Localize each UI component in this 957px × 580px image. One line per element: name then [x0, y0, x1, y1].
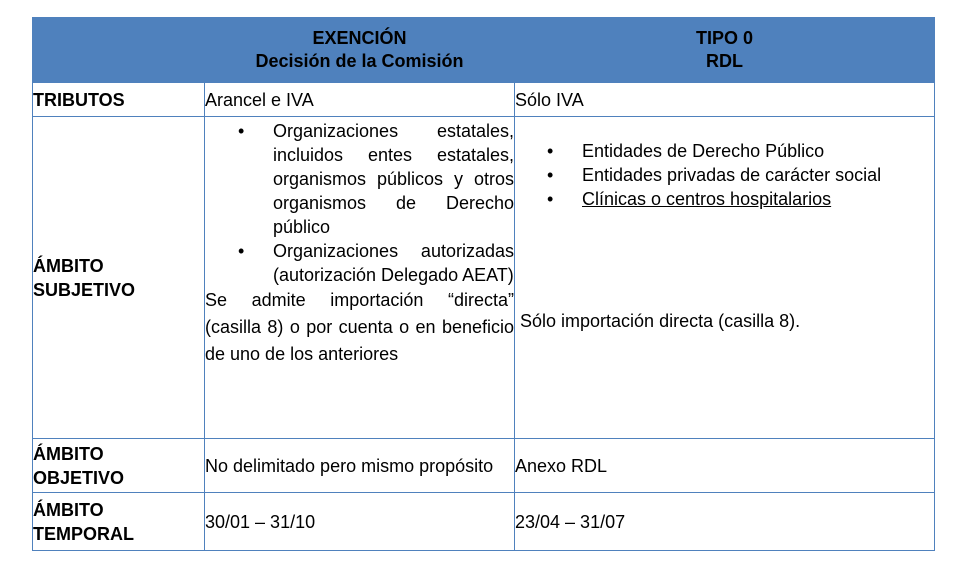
header-empty-cell [33, 18, 205, 83]
row-ambito-temporal-label [33, 493, 205, 551]
list-item: • Entidades privadas de carácter social [515, 163, 934, 187]
ambito-objetivo-label-line1: ÁMBITO [33, 443, 104, 464]
header-exencion-subtitle: Decisión de la Comisión [255, 51, 464, 71]
row-ambito-objetivo-label [33, 439, 205, 493]
list-item: • Entidades de Derecho Público [515, 139, 934, 163]
ambito-temporal-label-line1: ÁMBITO [33, 499, 104, 520]
tipo0-entities-list [515, 139, 934, 211]
row-ambito-objetivo-tipo0: Anexo RDL [515, 439, 935, 493]
ambito-temporal-label-line2: TEMPORAL [33, 523, 134, 544]
row-ambito-temporal-exencion: 30/01 – 31/10 [205, 493, 515, 551]
row-ambito-subjetivo-tipo0 [515, 117, 935, 439]
row-tributos [33, 83, 935, 117]
list-item: • Organizaciones estatales, incluidos entes estatales, organismos públicos y otros organismos de Derecho público [205, 119, 514, 239]
header-exencion [205, 18, 515, 83]
ambito-subjetivo-label-line2: SUBJETIVO [33, 279, 136, 300]
header-tipo0 [515, 18, 935, 83]
ambito-subjetivo-label-line1: ÁMBITO [33, 255, 104, 276]
header-tipo0-subtitle: RDL [706, 51, 743, 71]
exencion-entities-list [205, 119, 514, 287]
tipo0-import-note: Sólo importación directa (casilla 8). [520, 311, 801, 331]
header-exencion-title: EXENCIÓN [312, 28, 407, 48]
row-tributos-label: TRIBUTOS [33, 83, 205, 117]
header-row [33, 18, 935, 83]
spacer [515, 211, 934, 309]
row-ambito-subjetivo-exencion [205, 117, 515, 439]
row-tributos-tipo0: Sólo IVA [515, 83, 935, 117]
exencion-import-note: Se admite importación “directa” (casilla 8) o por cuenta o en beneficio de uno de los anteriores [205, 290, 514, 364]
row-ambito-subjetivo [33, 117, 935, 439]
header-tipo0-title: TIPO 0 [695, 28, 753, 48]
row-tributos-exencion: Arancel e IVA [205, 83, 515, 117]
row-ambito-objetivo-exencion: No delimitado pero mismo propósito [205, 439, 515, 493]
row-ambito-temporal [33, 493, 935, 551]
row-ambito-temporal-tipo0: 23/04 – 31/07 [515, 493, 935, 551]
comparison-table [32, 17, 935, 551]
list-item: • Clínicas o centros hospitalarios [515, 187, 934, 211]
row-ambito-subjetivo-label [33, 117, 205, 439]
ambito-objetivo-label-line2: OBJETIVO [33, 467, 125, 488]
list-item: • Organizaciones autorizadas (autorización Delegado AEAT) [205, 239, 514, 287]
row-ambito-objetivo [33, 439, 935, 493]
